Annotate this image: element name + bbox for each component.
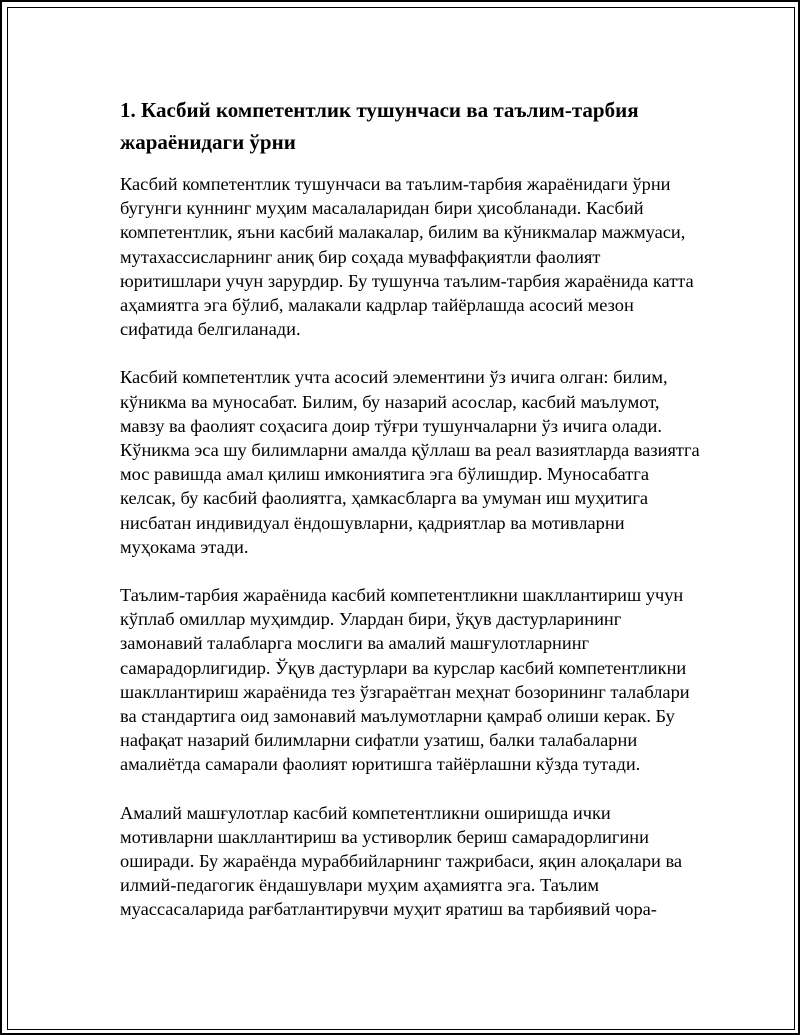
section-heading: 1. Касбий компетентлик тушунчаси ва таълим-тарбия жараёнидаги ўрни (120, 98, 639, 154)
paragraph-1: Касбий компетентлик тушунчаси ва таълим-тарбия жараёнидаги ўрни бугунги куннинг муҳим масалаларидан бири ҳисобланади. Касбий компетентлик, яъни касбий малакалар, билим ва кўникмалар мажмуаси, мутахассисларнинг аниқ бир соҳада муваффақиятли фаолият юритишлари учун зарурдир. Бу тушунча таълим-тарбия жараёнида катта аҳамиятга эга бўлиб, малакали кадрлар тайёрлашда асосий мезон сифатида белгиланади. (120, 174, 694, 340)
paragraph-2: Касбий компетентлик учта асосий элементини ўз ичига олган: билим, кўникма ва муносабат. Билим, бу назарий асослар, касбий маълумот, мавзу ва фаолият соҳасига доир тўғри тушунчаларни ўз ичига олади. Кўникма эса шу билимларни амалда қўллаш ва реал вазиятларда вазиятга мос равишда амал қилиш имкониятига эга бўлишдир. Муносабатга келсак, бу касбий фаолиятга, ҳамкасбларга ва умуман иш муҳитига нисбатан индивидуал ёндошувларни, қадриятлар ва мотивларни муҳокама этади. (120, 367, 700, 557)
paragraph-4: Амалий машғулотлар касбий компетентликни оширишда ички мотивларни шакллантириш ва устиворлик бериш самарадорлигини оширади. Бу жараёнда мураббийларнинг тажрибаси, яқин алоқалари ва илмий-педагогик ёндашувлари муҳим аҳамиятга эга. Таълим муассасаларида рағбатлантирувчи муҳит яратиш ва тарбиявий чора- (120, 802, 683, 920)
paragraph-3: Таълим-тарбия жараёнида касбий компетентликни шакллантириш учун кўплаб омиллар муҳимдир. Улардан бири, ўқув дастурларининг замонавий талабларга мослиги ва амалий машғулотларнинг самарадорлигидир. Ўқув дастурлари ва курслар касбий компетентликни шакллантириш жараёнида тез ўзгараётган меҳнат бозорининг талаблари ва стандартига оид замонавий маълумотларни қамраб олиши керак. Бу нафақат назарий билимларни сифатли узатиш, балки талабаларни амалиётда самарали фаолият юритишга тайёрлашни кўзда тутади. (120, 585, 690, 775)
document-body (120, 94, 700, 946)
